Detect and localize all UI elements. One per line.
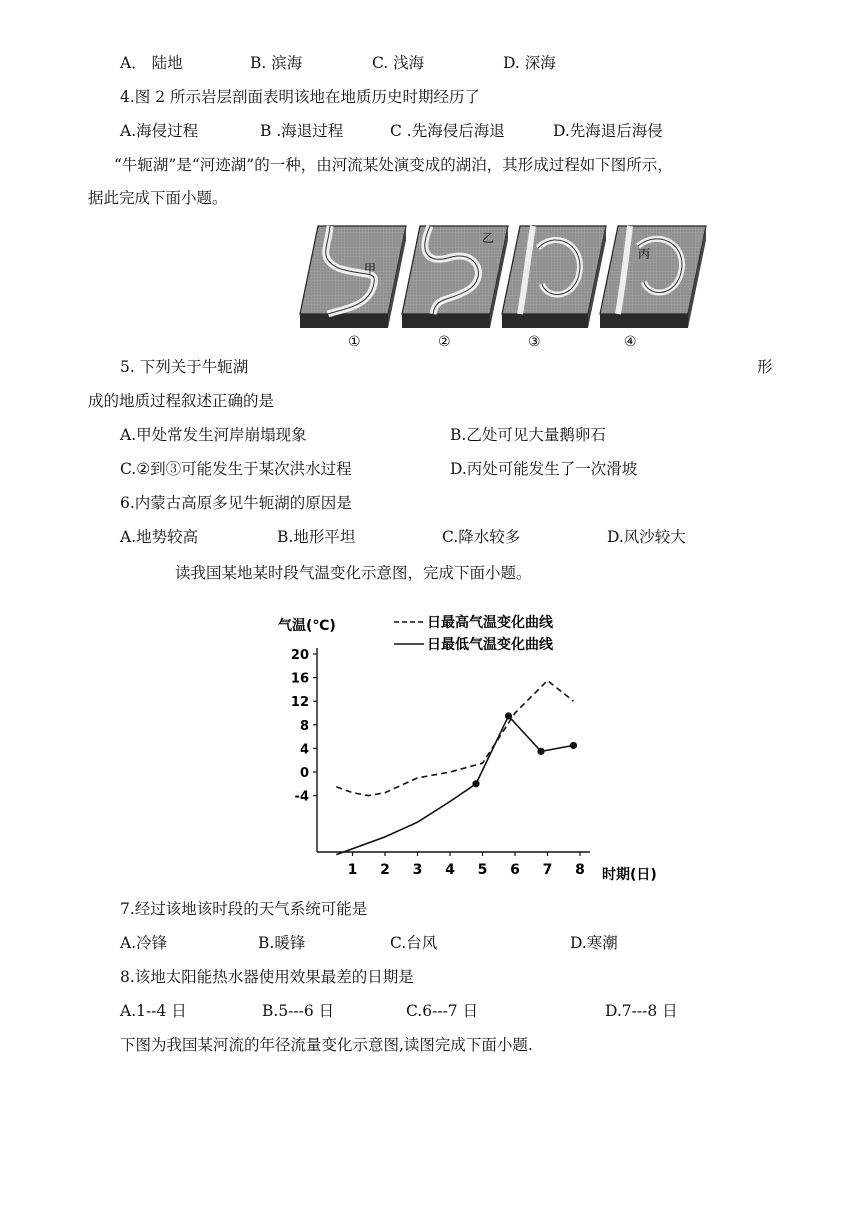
q7-option-c: C.台风	[390, 934, 438, 952]
q8-option-d: D.7---8 日	[605, 1002, 678, 1020]
y-tick-label: 0	[299, 766, 309, 781]
legend-min-label: 日最低气温变化曲线	[427, 637, 553, 653]
q6-option-b: B.地形平坦	[277, 528, 356, 546]
y-tick-label: 12	[290, 695, 309, 711]
oxbow-intro-line1: “牛轭湖”是“河迹湖”的一种，由河流某处演变成的湖泊，其形成过程如下图所示，	[114, 156, 673, 174]
q5-option-a: A.甲处常发生河岸崩塌现象	[120, 426, 307, 444]
oxbow-block-3	[502, 226, 606, 328]
chart-x-axis-label: 时期(日)	[602, 867, 657, 883]
oxbow-stage-2: ②	[438, 334, 451, 350]
q4-option-c: C .先海侵后海退	[390, 122, 505, 140]
chart-y-axis-label: 气温(℃)	[278, 618, 336, 634]
x-tick-label: 2	[380, 862, 390, 878]
oxbow-stage-1: ①	[348, 334, 361, 350]
oxbow-lake-figure	[288, 218, 714, 354]
q4-option-b: B .海退过程	[260, 122, 344, 140]
data-point-marker	[570, 742, 577, 749]
q4-option-a: A.海侵过程	[120, 122, 199, 140]
q5-option-b: B.乙处可见大量鹅卵石	[450, 426, 606, 444]
x-tick-label: 8	[575, 862, 585, 878]
y-tick-label: 8	[299, 718, 309, 734]
q5-stem-part-c: 成的地质过程叙述正确的是	[88, 392, 275, 410]
q6-option-a: A.地势较高	[120, 528, 199, 546]
river-intro: 下图为我国某河流的年径流量变化示意图,读图完成下面小题.	[120, 1036, 533, 1054]
y-tick-label: 4	[299, 742, 309, 758]
oxbow-block-1	[300, 226, 406, 328]
q8-stem: 8.该地太阳能热水器使用效果最差的日期是	[120, 968, 414, 986]
q6-stem: 6.内蒙古高原多见牛轭湖的原因是	[120, 494, 352, 512]
x-tick-label: 1	[347, 862, 358, 878]
q5-option-c: C.②到③可能发生于某次洪水过程	[120, 460, 352, 478]
oxbow-block-4	[600, 226, 706, 328]
q5-stem-part-b: 形	[757, 358, 773, 376]
data-point-marker	[472, 780, 479, 787]
data-point-marker	[505, 712, 512, 719]
q7-option-d: D.寒潮	[570, 934, 618, 952]
oxbow-stage-3: ③	[528, 334, 541, 350]
x-tick-label: 7	[542, 862, 553, 878]
q4-option-d: D.先海退后海侵	[553, 122, 663, 140]
q8-option-a: A.1--4 日	[120, 1002, 187, 1020]
q6-option-c: C.降水较多	[442, 528, 521, 546]
temperature-chart	[272, 592, 672, 888]
q7-option-b: B.暖锋	[258, 934, 306, 952]
q8-option-c: C.6---7 日	[406, 1002, 479, 1020]
q8-option-b: B.5---6 日	[262, 1002, 335, 1020]
q4-stem: 4.图 2 所示岩层剖面表明该地在地质历史时期经历了	[120, 88, 481, 106]
x-tick-label: 5	[477, 862, 488, 878]
oxbow-intro-line2: 据此完成下面小题。	[88, 189, 228, 207]
q3-option-b: B. 滨海	[250, 54, 303, 72]
x-tick-label: 6	[510, 862, 520, 878]
q3-option-c: C. 浅海	[372, 54, 425, 72]
legend-max-label: 日最高气温变化曲线	[427, 615, 553, 631]
temp-intro: 读我国某地某时段气温变化示意图，完成下面小题。	[175, 564, 532, 582]
y-tick-label: -4	[294, 789, 309, 805]
oxbow-label-jia: 甲	[364, 262, 377, 276]
data-point-marker	[537, 748, 544, 755]
oxbow-stage-4: ④	[624, 334, 637, 350]
oxbow-label-yi: 乙	[482, 231, 495, 245]
q3-option-a: A． 陆地	[120, 54, 183, 72]
q7-stem: 7.经过该地该时段的天气系统可能是	[120, 900, 368, 918]
y-tick-label: 20	[290, 648, 309, 663]
x-tick-label: 4	[445, 862, 455, 878]
q5-option-d: D.丙处可能发生了一次滑坡	[450, 460, 638, 478]
q3-option-d: D. 深海	[503, 54, 556, 72]
q5-stem-part-a: 5. 下列关于牛轭湖	[120, 358, 249, 376]
q7-option-a: A.冷锋	[120, 934, 168, 952]
q6-option-d: D.风沙较大	[607, 528, 686, 546]
x-tick-label: 3	[412, 862, 423, 878]
oxbow-label-bing: 丙	[638, 247, 651, 261]
y-tick-label: 16	[290, 671, 309, 687]
